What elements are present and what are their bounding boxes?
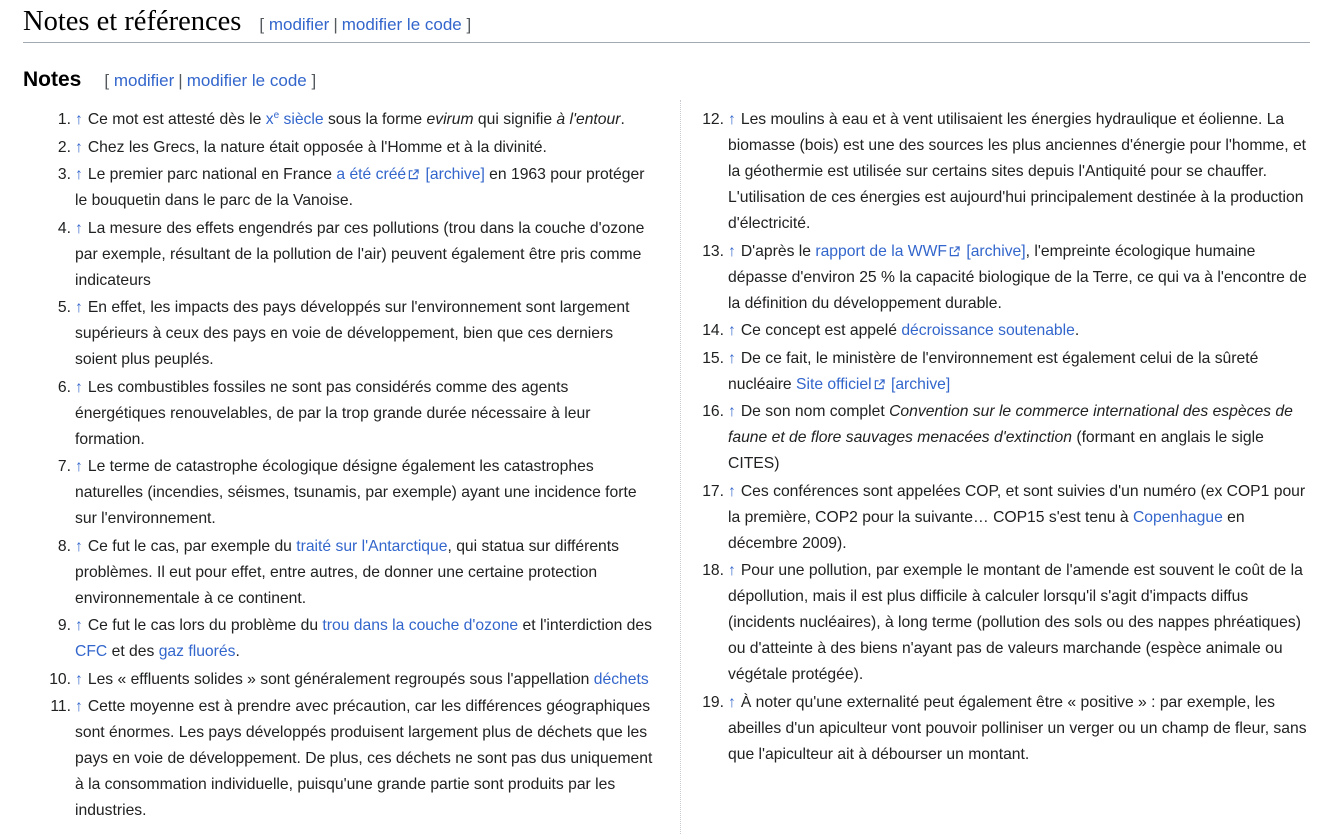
note-text: D'après le — [740, 242, 816, 260]
back-to-citation-link[interactable]: ↑ — [728, 349, 736, 367]
external-link-icon — [874, 379, 885, 390]
note-item — [57, 295, 659, 373]
external-link[interactable]: Site officiel — [796, 375, 872, 393]
note-number: 4. — [57, 219, 71, 237]
back-to-citation-link[interactable]: ↑ — [75, 111, 83, 128]
back-to-citation-link[interactable]: ↑ — [728, 322, 736, 339]
back-to-citation-link[interactable]: ↑ — [75, 138, 83, 156]
note-text: et des — [107, 643, 159, 660]
note-text: evirum — [426, 111, 474, 128]
note-text: En effet, les impacts des pays développés sur l'environnement sont largement supérieurs à ceux des pays en voie de développement, bien que ces derniers soient plus peuplés. — [75, 299, 630, 368]
note-text: Convention sur le commerce international des espèces de faune et de flore sauvages menacées d'extinction — [728, 403, 1293, 446]
subsection-edit-link[interactable]: modifier — [113, 71, 175, 90]
note-item — [702, 399, 1311, 477]
note-number: 18. — [702, 562, 724, 579]
back-to-citation-link[interactable]: ↑ — [75, 670, 83, 688]
note-item — [702, 479, 1311, 557]
note-text: La mesure des effets engendrés par ces pollutions (trou dans la couche d'ozone par exemple, résultant de la pollution de l'air) peuvent également être pris comme indicateurs — [75, 219, 645, 289]
back-to-citation-link[interactable]: ↑ — [728, 693, 736, 711]
edit-separator: | — [178, 71, 183, 90]
note-item — [702, 346, 1311, 398]
note-text: Ces conférences sont appelées COP, et sont suivies d'un numéro (ex COP1 pour la première, COP2 pour la suivante… COP15 s'est tenu à — [728, 482, 1306, 526]
edit-bracket-close: ] — [466, 15, 472, 34]
note-item — [57, 107, 659, 133]
note-item — [702, 239, 1311, 317]
note-text: qui signifie — [473, 111, 557, 128]
note-text: Ce fut le cas, par exemple du — [87, 537, 297, 555]
section-heading — [23, 6, 1310, 43]
back-to-citation-link[interactable]: ↑ — [75, 378, 83, 396]
note-item — [702, 318, 1311, 344]
back-to-citation-link[interactable]: ↑ — [75, 219, 83, 237]
note-text: . — [1074, 322, 1080, 339]
note-number: 19. — [702, 693, 724, 711]
edit-bracket-open: [ — [259, 15, 265, 34]
note-number: 6. — [57, 378, 71, 396]
wiki-link[interactable]: x — [265, 111, 274, 128]
note-item — [57, 216, 659, 294]
section-edit-links — [259, 15, 471, 35]
back-to-citation-link[interactable]: ↑ — [75, 166, 83, 183]
note-text: Les moulins à eau et à vent utilisaient les énergies hydraulique et éolienne. La biomasse (bois) est une des sources les plus anciennes d'énergie pour l'homme, et la géothermie est utilisée sur certains sites depuis l'Antiquité pour se chauffer. L'utilisation de ces énergies est aujourd'hui principalement destinée à la production d'électricité. — [728, 111, 1307, 232]
note-text: et l'interdiction des — [518, 617, 652, 634]
note-text: . — [620, 111, 625, 128]
note-text: , l'empreinte écologique humaine dépasse d'environ 25 % la capacité biologique de la Terre, ce qui va à l'encontre de la définition du développement durable. — [728, 242, 1307, 312]
external-link[interactable]: a été créé — [336, 166, 407, 183]
note-text: en 1963 pour protéger le bouquetin dans le parc de la Vanoise. — [75, 166, 645, 209]
note-number: 17. — [702, 482, 724, 500]
note-number: 8. — [57, 537, 71, 555]
note-text: À noter qu'une externalité peut également être « positive » : par exemple, les abeilles d'un apiculteur vont pouvoir polliniser un verger ou un champ de fleur, sans que l'apiculteur ait à débourser un montant. — [728, 693, 1307, 763]
wiki-link[interactable]: siècle — [279, 111, 324, 128]
subsection-title: Notes — [23, 68, 82, 91]
wiki-link[interactable]: trou dans la couche d'ozone — [322, 617, 519, 634]
note-text: Ce fut le cas lors du problème du — [87, 617, 323, 634]
note-item — [702, 107, 1311, 237]
archive-link[interactable]: [archive] — [890, 375, 951, 393]
column-divider — [680, 100, 681, 834]
note-number: 1. — [57, 111, 71, 128]
wiki-link[interactable]: CFC — [75, 643, 108, 660]
note-text: De son nom complet — [740, 403, 890, 420]
section-title: Notes et références — [23, 6, 242, 37]
note-item — [57, 534, 659, 612]
note-item — [57, 135, 659, 161]
note-number: 5. — [57, 299, 71, 316]
back-to-citation-link[interactable]: ↑ — [75, 458, 83, 475]
note-item — [57, 613, 659, 665]
wiki-link[interactable]: e — [273, 110, 280, 121]
note-number: 11. — [50, 698, 71, 715]
note-text: Les combustibles fossiles ne sont pas considérés comme des agents énergétiques renouvelables, de par la trop grande durée nécessaire à leur formation. — [75, 378, 591, 448]
external-link-icon — [949, 246, 960, 257]
note-text: , qui statua sur différents problèmes. Il eut pour effet, entre autres, de donner une certaine protection environnementale à ce continent. — [75, 537, 619, 607]
back-to-citation-link[interactable]: ↑ — [728, 562, 736, 579]
note-item — [49, 667, 659, 693]
note-text: Pour une pollution, par exemple le montant de l'amende est souvent le coût de la dépollution, mais il est plus difficile à calculer lorsqu'il s'agit d'impacts diffus (incidents nucléaires), à long terme (pollution des sols ou des nappes phréatiques) ou d'atteinte à des biens n'ayant pas de valeurs marchande (espèce animale ou végétale protégée). — [728, 562, 1303, 683]
archive-link[interactable]: [archive] — [966, 242, 1026, 260]
section-edit-source-link[interactable]: modifier le code — [341, 15, 462, 34]
note-text: Cette moyenne est à prendre avec précaution, car les différences géographiques sont énormes. Les pays développés produisent largement plus de déchets que les pays en voie de développement. De plus, ces déchets ne sont pas dus uniquement à la consommation individuelle, puisqu'une grande partie sont produits par les industries. — [75, 698, 653, 819]
note-number: 7. — [57, 458, 71, 475]
subsection-edit-links — [104, 71, 316, 91]
back-to-citation-link[interactable]: ↑ — [728, 403, 736, 420]
note-text: à l'entour — [556, 111, 621, 128]
notes-list-right — [702, 107, 1311, 769]
note-number: 10. — [49, 670, 71, 688]
note-text: Ce concept est appelé — [740, 322, 902, 339]
back-to-citation-link[interactable]: ↑ — [75, 537, 83, 555]
note-number: 3. — [57, 166, 71, 183]
back-to-citation-link[interactable]: ↑ — [75, 698, 83, 715]
back-to-citation-link[interactable]: ↑ — [728, 242, 736, 260]
note-text: Les « effluents solides » sont généralement regroupés sous l'appellation — [87, 670, 594, 688]
back-to-citation-link[interactable]: ↑ — [728, 111, 736, 128]
edit-bracket-close: ] — [311, 71, 317, 90]
wiki-link[interactable]: traité sur l'Antarctique — [296, 537, 448, 555]
note-number: 9. — [57, 617, 71, 634]
note-item — [702, 690, 1311, 768]
note-text: en décembre 2009). — [728, 508, 1245, 552]
wiki-link[interactable]: décroissance soutenable — [901, 322, 1075, 339]
note-number: 15. — [702, 349, 724, 367]
note-text: Ce mot est attesté dès le — [87, 111, 266, 128]
wiki-link[interactable]: gaz fluorés — [158, 643, 236, 660]
back-to-citation-link[interactable]: ↑ — [728, 482, 736, 500]
note-number: 13. — [702, 242, 724, 260]
back-to-citation-link[interactable]: ↑ — [75, 299, 83, 316]
subsection-heading — [23, 68, 316, 92]
note-number: 2. — [57, 138, 71, 156]
note-number: 12. — [702, 111, 724, 128]
archive-link[interactable]: [archive] — [425, 166, 485, 183]
note-item — [57, 162, 659, 214]
note-text: Le premier parc national en France — [87, 166, 337, 183]
note-text: De ce fait, le ministère de l'environnement est également celui de la sûreté nucléaire — [728, 349, 1259, 393]
wiki-link[interactable]: Copenhague — [1132, 508, 1223, 526]
section-edit-link[interactable]: modifier — [268, 15, 330, 34]
note-text: Chez les Grecs, la nature était opposée à l'Homme et à la divinité. — [87, 138, 547, 156]
wiki-link[interactable]: déchets — [593, 670, 649, 688]
note-number: 16. — [702, 403, 724, 420]
note-item — [57, 375, 659, 453]
note-text: sous la forme — [323, 111, 427, 128]
note-item — [702, 558, 1311, 688]
note-item — [57, 454, 659, 532]
note-text: (formant en anglais le sigle CITES) — [728, 429, 1264, 472]
subsection-edit-source-link[interactable]: modifier le code — [186, 71, 307, 90]
notes-list-left — [49, 107, 659, 826]
back-to-citation-link[interactable]: ↑ — [75, 617, 83, 634]
external-link[interactable]: rapport de la WWF — [815, 242, 947, 260]
note-item — [50, 694, 659, 824]
note-text: Le terme de catastrophe écologique désigne également les catastrophes naturelles (incendies, séismes, tsunamis, par exemple) ayant une incidence forte sur l'environnement. — [75, 458, 637, 527]
external-link-icon — [408, 169, 419, 180]
note-number: 14. — [702, 322, 724, 339]
note-text: . — [235, 643, 240, 660]
edit-bracket-open: [ — [104, 71, 110, 90]
edit-separator: | — [333, 15, 338, 34]
